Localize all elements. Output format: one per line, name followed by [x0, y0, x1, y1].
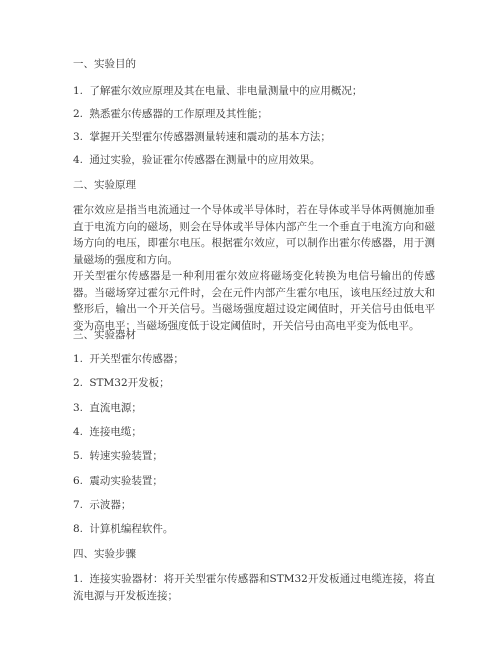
list-item: 1. 连接实验器材：将开关型霍尔传感器和STM32开发板通过电缆连接，将直流电源与开发板连接； [73, 573, 435, 602]
list-item: 7. 示波器； [73, 499, 132, 511]
list-item: 5. 转速实验装置； [73, 450, 163, 462]
list-item: 8. 计算机编程软件。 [73, 523, 174, 535]
list-item: 2. 熟悉霍尔传感器的工作原理及其性能； [73, 108, 268, 120]
list-item: 6. 震动实验装置； [73, 475, 163, 487]
paragraph-hall-effect: 霍尔效应是指当电流通过一个导体或半导体时，若在导体或半导体两侧施加垂直于电流方向的磁场，则会在导体或半导体内部产生一个垂直于电流方向和磁场方向的电压，即霍尔电压。根据霍尔效应，可以制作出霍尔传感器，用于测量磁场的强度和方向。 [73, 204, 435, 266]
list-item: 1. 开关型霍尔传感器； [73, 353, 184, 365]
list-item: 3. 直流电源； [73, 402, 142, 414]
paragraph-switch-sensor: 开关型霍尔传感器是一种利用霍尔效应将磁场变化转换为电信号输出的传感器。当磁场穿过霍尔元件时，会在元件内部产生霍尔电压，该电压经过放大和整形后，输出一个开关信号。当磁场强度超过设定阈值时，开关信号由低电平变为高电平；当磁场强度低于设定阈值时，开关信号由高电平变为低电平。 [73, 270, 435, 332]
section-heading-principle: 二、实验原理 [73, 179, 136, 191]
list-item: 4. 连接电缆； [73, 426, 142, 438]
section-heading-objectives: 一、实验目的 [73, 58, 136, 70]
list-item: 4. 通过实验，验证霍尔传感器在测量中的应用效果。 [73, 154, 321, 166]
list-item: 2. STM32开发板； [73, 377, 170, 389]
section-heading-equipment: 三、实验器材 [73, 329, 136, 341]
list-item: 3. 掌握开关型霍尔传感器测量转速和震动的基本方法； [73, 131, 331, 143]
section-heading-steps: 四、实验步骤 [73, 548, 136, 560]
list-item: 1. 了解霍尔效应原理及其在电量、非电量测量中的应用概况； [73, 85, 363, 97]
